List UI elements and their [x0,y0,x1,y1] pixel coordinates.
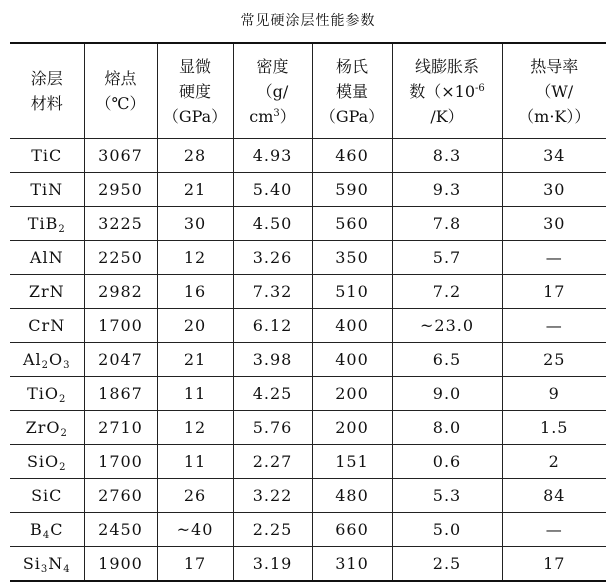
header-cell [233,43,312,139]
header-line [393,79,502,104]
melting-point-cell: 2760 [84,479,157,513]
header-line [234,104,312,129]
table-row [10,207,606,241]
hardness-cell: 11 [157,445,233,479]
text-segment: ） [279,106,296,126]
text-segment: Al [22,350,42,369]
expansion-coefficient-cell: 9.3 [392,173,502,207]
material-cell [10,445,84,479]
expansion-coefficient-cell: 7.8 [392,207,502,241]
material-cell [10,207,84,241]
youngs-modulus-cell: 350 [312,241,392,275]
hardness-cell: ~40 [157,513,233,547]
subscript: 2 [58,224,66,235]
thermal-conductivity-cell: 17 [502,547,606,582]
text-segment: TiO [27,384,60,403]
density-cell: 5.76 [233,411,312,445]
material-cell [10,513,84,547]
text-segment: cm [249,106,274,126]
material-cell [10,275,84,309]
density-cell: 3.26 [233,241,312,275]
youngs-modulus-cell: 200 [312,377,392,411]
text-segment: CrN [28,316,66,335]
text-segment: 涂层 [30,69,63,88]
text-segment: O [49,350,64,369]
text-segment: 杨氏 [335,56,368,76]
youngs-modulus-cell: 480 [312,479,392,513]
text-segment: 硬度 [178,81,211,101]
text-segment: （g/ [256,81,289,101]
table-title: 常见硬涂层性能参数 [240,13,376,29]
header-line [393,104,502,129]
superscript: 3 [273,107,280,119]
text-segment: 熔点 [104,69,137,88]
thermal-conductivity-cell: 30 [502,207,606,241]
table-row [10,445,606,479]
melting-point-cell: 1700 [84,309,157,343]
youngs-modulus-cell: 310 [312,547,392,582]
density-cell: 4.25 [233,377,312,411]
thermal-conductivity-cell: 17 [502,275,606,309]
subscript: 2 [41,360,50,371]
density-cell: 2.27 [233,445,312,479]
expansion-coefficient-cell: 2.5 [392,547,502,582]
table-row [10,139,606,173]
text-segment: 密度 [256,56,289,76]
expansion-coefficient-cell: 9.0 [392,377,502,411]
melting-point-cell: 1900 [84,547,157,582]
hardness-cell: 20 [157,309,233,343]
melting-point-cell: 3067 [84,139,157,173]
header-cell [312,43,392,139]
header-line [10,66,84,91]
expansion-coefficient-cell: ~23.0 [392,309,502,343]
header-cell [84,43,157,139]
youngs-modulus-cell: 151 [312,445,392,479]
header-line [85,91,157,116]
text-segment: 材料 [30,94,63,113]
header-line [10,91,84,116]
header-cell [502,43,606,139]
youngs-modulus-cell: 200 [312,411,392,445]
hardness-cell: 11 [157,377,233,411]
subscript: 3 [63,360,71,371]
density-cell: 3.19 [233,547,312,582]
density-cell: 7.32 [233,275,312,309]
expansion-coefficient-cell: 5.0 [392,513,502,547]
text-segment: AlN [29,248,64,267]
text-segment: ZrN [28,282,65,301]
header-line [503,79,607,104]
expansion-coefficient-cell: 7.2 [392,275,502,309]
table-row [10,547,606,582]
hardness-cell: 30 [157,207,233,241]
material-cell [10,343,84,377]
material-cell [10,241,84,275]
header-line [158,54,233,79]
text-segment: B [30,520,43,539]
material-cell [10,309,84,343]
hardness-cell: 21 [157,173,233,207]
text-segment: （GPa） [319,106,385,126]
melting-point-cell: 1867 [84,377,157,411]
header-line [313,79,392,104]
header-cell [157,43,233,139]
melting-point-cell: 2950 [84,173,157,207]
material-cell [10,377,84,411]
header-line [393,54,502,79]
subscript: 4 [63,564,71,575]
text-segment: （℃） [95,94,146,113]
density-cell: 4.50 [233,207,312,241]
material-cell [10,479,84,513]
subscript: 2 [59,462,67,473]
subscript: 4 [42,530,51,541]
youngs-modulus-cell: 460 [312,139,392,173]
header-line [313,104,392,129]
text-segment: 热导率 [530,56,579,76]
text-segment: （W/ [535,81,574,101]
subscript: 3 [40,564,49,575]
expansion-coefficient-cell: 6.5 [392,343,502,377]
melting-point-cell: 3225 [84,207,157,241]
table-row [10,411,606,445]
header-cell [10,43,84,139]
expansion-coefficient-cell: 5.7 [392,241,502,275]
text-segment: Si [22,554,41,573]
header-line [158,104,233,129]
table-row [10,173,606,207]
header-line [85,66,157,91]
text-segment: （m·K）） [518,106,591,126]
thermal-conductivity-cell: 30 [502,173,606,207]
table-row [10,377,606,411]
material-cell [10,547,84,582]
hardness-cell: 28 [157,139,233,173]
header-row [10,43,606,139]
thermal-conductivity-cell: 84 [502,479,606,513]
text-segment: 数（×10 [409,81,476,101]
youngs-modulus-cell: 400 [312,309,392,343]
header-line [503,104,607,129]
density-cell: 2.25 [233,513,312,547]
material-cell [10,173,84,207]
text-segment: （GPa） [162,106,228,126]
density-cell: 3.22 [233,479,312,513]
text-segment: TiC [31,146,63,165]
expansion-coefficient-cell: 5.3 [392,479,502,513]
header-line [158,79,233,104]
hardness-cell: 26 [157,479,233,513]
thermal-conductivity-cell: — [502,513,606,547]
header-line [234,54,312,79]
superscript: -6 [475,82,485,94]
hardness-cell: 12 [157,411,233,445]
density-cell: 3.98 [233,343,312,377]
material-cell [10,411,84,445]
subscript: 2 [59,394,67,405]
text-segment: N [48,554,64,573]
melting-point-cell: 2250 [84,241,157,275]
hardness-cell: 21 [157,343,233,377]
text-segment: 线膨胀系 [414,56,479,76]
density-cell: 6.12 [233,309,312,343]
hardness-cell: 12 [157,241,233,275]
table-body [10,139,606,582]
coating-properties-table [10,42,606,582]
density-cell: 5.40 [233,173,312,207]
text-segment: TiB [27,214,59,233]
text-segment: C [50,520,64,539]
thermal-conductivity-cell: — [502,241,606,275]
header-cell [392,43,502,139]
header-line [313,54,392,79]
expansion-coefficient-cell: 0.6 [392,445,502,479]
youngs-modulus-cell: 510 [312,275,392,309]
material-cell [10,139,84,173]
expansion-coefficient-cell: 8.3 [392,139,502,173]
thermal-conductivity-cell: 34 [502,139,606,173]
hardness-cell: 17 [157,547,233,582]
table-row [10,343,606,377]
text-segment: ZrO [25,418,61,437]
text-segment: /K） [430,106,464,126]
thermal-conductivity-cell: 9 [502,377,606,411]
density-cell: 4.93 [233,139,312,173]
text-segment: SiO [26,452,60,471]
thermal-conductivity-cell: 25 [502,343,606,377]
text-segment: 模量 [335,81,368,101]
melting-point-cell: 2047 [84,343,157,377]
melting-point-cell: 2710 [84,411,157,445]
thermal-conductivity-cell: 2 [502,445,606,479]
table-row [10,241,606,275]
text-segment: SiC [31,486,63,505]
melting-point-cell: 2982 [84,275,157,309]
table-row [10,275,606,309]
youngs-modulus-cell: 560 [312,207,392,241]
table-row [10,479,606,513]
melting-point-cell: 2450 [84,513,157,547]
table-row [10,309,606,343]
text-segment: 显微 [178,56,211,76]
youngs-modulus-cell: 400 [312,343,392,377]
thermal-conductivity-cell: 1.5 [502,411,606,445]
hardness-cell: 16 [157,275,233,309]
header-line [234,79,312,104]
subscript: 2 [60,428,68,439]
text-segment: TiN [30,180,64,199]
header-line [503,54,607,79]
youngs-modulus-cell: 660 [312,513,392,547]
thermal-conductivity-cell: — [502,309,606,343]
expansion-coefficient-cell: 8.0 [392,411,502,445]
youngs-modulus-cell: 590 [312,173,392,207]
melting-point-cell: 1700 [84,445,157,479]
table-row [10,513,606,547]
